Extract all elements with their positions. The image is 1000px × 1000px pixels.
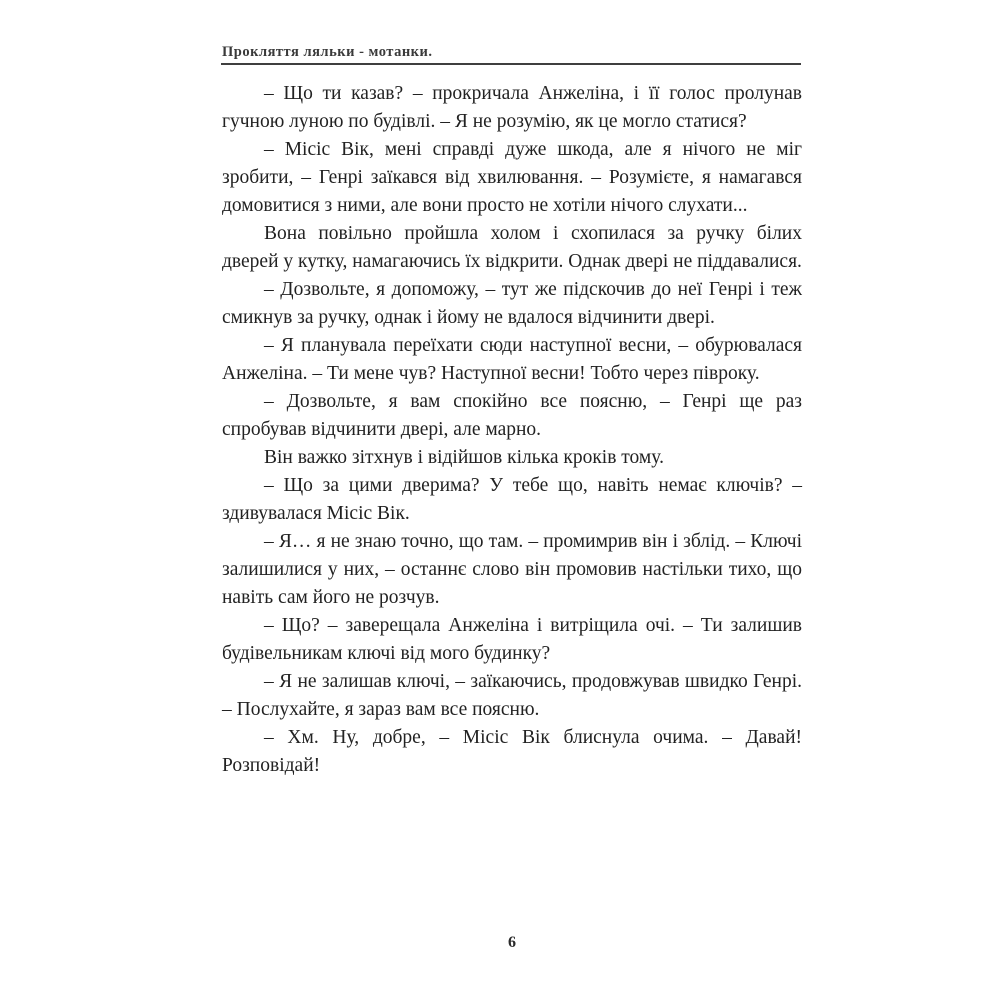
paragraph: Він важко зітхнув і відійшов кілька кроків тому. <box>264 447 664 468</box>
paragraph: – Я не залишав ключі, – заїкаючись, продовжував швидко Генрі. – Послухайте, я зараз вам все поясню. <box>222 671 802 720</box>
paragraph: – Хм. Ну, добре, – Місіс Вік блиснула очима. – Давай! Розповідай! <box>222 727 802 776</box>
paragraph: – Що ти казав? – прокричала Анжеліна, і її голос пролунав гучною луною по будівлі. – Я не розумію, як це могло статися? <box>222 83 802 132</box>
body-text <box>222 80 802 780</box>
paragraph: – Що? – заверещала Анжеліна і витріщила очі. – Ти залишив будівельникам ключі від мого будинку? <box>222 615 802 664</box>
paragraph: – Я… я не знаю точно, що там. – промимрив він і зблід. – Ключі залишилися у них, – останнє слово він промовив настільки тихо, що навіть сам його не розчув. <box>222 531 802 608</box>
paragraph: – Дозвольте, я вам спокійно все поясню, – Генрі ще раз спробував відчинити двері, але марно. <box>222 391 802 440</box>
paragraph: – Дозвольте, я допоможу, – тут же підскочив до неї Генрі і теж смикнув за ручку, однак і йому не вдалося відчинити двері. <box>222 279 802 328</box>
paragraph: Вона повільно пройшла холом і схопилася за ручку білих дверей у кутку, намагаючись їх відкрити. Однак двері не піддавалися. <box>222 223 802 272</box>
paragraph: – Місіс Вік, мені справді дуже шкода, але я нічого не міг зробити, – Генрі заїкався від хвилювання. – Розумієте, я намагався домовитися з ними, але вони просто не хотіли нічого слухати... <box>222 139 802 216</box>
page-number: 6 <box>508 934 516 951</box>
running-header: Прокляття ляльки - мотанки. <box>222 44 433 60</box>
paragraph: – Я планувала переїхати сюди наступної весни, – обурювалася Анжеліна. – Ти мене чув? Наступної весни! Тобто через півроку. <box>222 335 802 384</box>
paragraph: – Що за цими дверима? У тебе що, навіть немає ключів? – здивувалася Місіс Вік. <box>222 475 802 524</box>
header-rule <box>221 63 801 65</box>
